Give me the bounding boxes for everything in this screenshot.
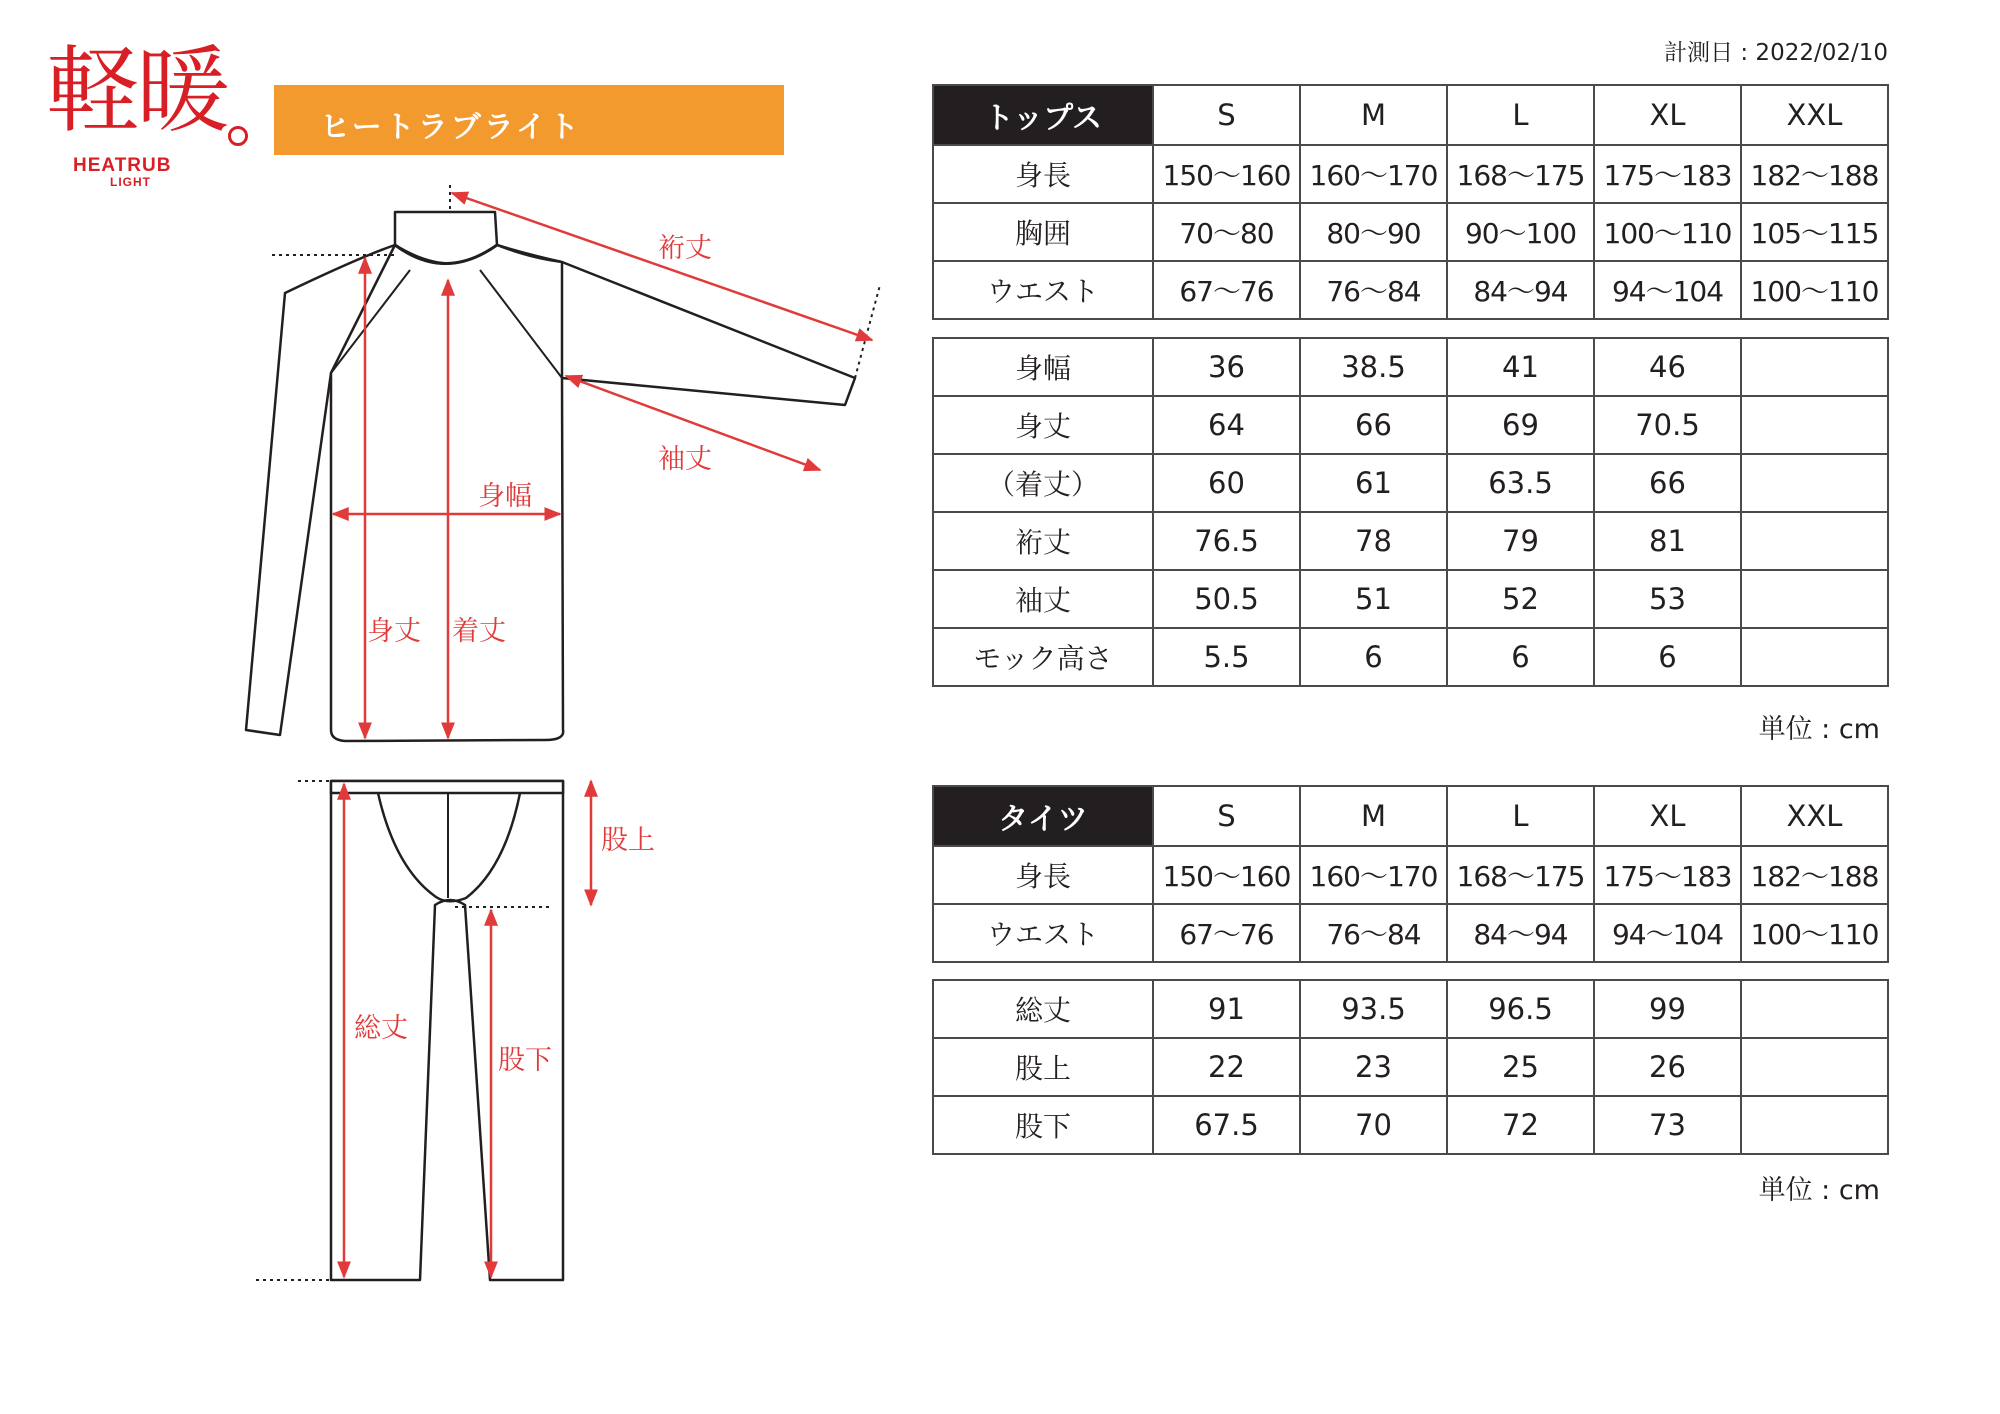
size-l-header: L <box>1447 85 1594 145</box>
table-cell: 70〜80 <box>1153 203 1300 261</box>
table-cell: 84〜94 <box>1447 904 1594 962</box>
table-cell: 76〜84 <box>1300 261 1447 319</box>
table-cell: 67〜76 <box>1153 261 1300 319</box>
table-cell: 5.5 <box>1153 628 1300 686</box>
size-xxl-header: XXL <box>1741 786 1888 846</box>
table-row <box>933 145 1888 203</box>
logo-subtitle: HEATRUB <box>73 155 172 176</box>
size-xl-header: XL <box>1594 85 1741 145</box>
size-m-header: M <box>1300 85 1447 145</box>
table-row <box>933 261 1888 319</box>
table-cell: 81 <box>1594 512 1741 570</box>
table-cell: 6 <box>1447 628 1594 686</box>
table-cell: 100〜110 <box>1741 904 1888 962</box>
table-cell <box>1741 1096 1888 1154</box>
table-cell <box>1741 454 1888 512</box>
table-cell: 168〜175 <box>1447 145 1594 203</box>
size-s-header: S <box>1153 786 1300 846</box>
table-cell: 66 <box>1300 396 1447 454</box>
row-label: （着丈） <box>933 454 1153 512</box>
brand-logo: 軽暖 <box>46 37 227 146</box>
table-cell: 100〜110 <box>1594 203 1741 261</box>
category-tights: タイツ <box>933 786 1153 846</box>
table-cell: 46 <box>1594 338 1741 396</box>
table-cell: 94〜104 <box>1594 904 1741 962</box>
table-cell: 50.5 <box>1153 570 1300 628</box>
table-cell: 6 <box>1594 628 1741 686</box>
table-cell: 67.5 <box>1153 1096 1300 1154</box>
table-row <box>933 454 1888 512</box>
table-cell: 182〜188 <box>1741 846 1888 904</box>
table-cell: 61 <box>1300 454 1447 512</box>
row-label: 袖丈 <box>933 570 1153 628</box>
table-cell: 160〜170 <box>1300 846 1447 904</box>
table-cell <box>1741 628 1888 686</box>
table-cell: 100〜110 <box>1741 261 1888 319</box>
tops-body-size-table <box>932 84 1889 320</box>
table-cell: 69 <box>1447 396 1594 454</box>
table-cell: 23 <box>1300 1038 1447 1096</box>
label-matashita: 股下 <box>498 1045 552 1076</box>
label-yuki: 裄丈 <box>658 233 712 264</box>
row-label: 身丈 <box>933 396 1153 454</box>
row-label: 股下 <box>933 1096 1153 1154</box>
row-label: 総丈 <box>933 980 1153 1038</box>
table-cell: 76〜84 <box>1300 904 1447 962</box>
label-kitake: 着丈 <box>452 616 506 647</box>
table-cell: 26 <box>1594 1038 1741 1096</box>
table-cell: 64 <box>1153 396 1300 454</box>
table-cell: 53 <box>1594 570 1741 628</box>
size-s-header: S <box>1153 85 1300 145</box>
table-cell: 76.5 <box>1153 512 1300 570</box>
table-row <box>933 570 1888 628</box>
row-label: ウエスト <box>933 261 1153 319</box>
row-label: モック高さ <box>933 628 1153 686</box>
tops-garment-size-table <box>932 337 1889 687</box>
table-cell: 182〜188 <box>1741 145 1888 203</box>
table-cell: 60 <box>1153 454 1300 512</box>
table-cell: 70 <box>1300 1096 1447 1154</box>
table-cell: 73 <box>1594 1096 1741 1154</box>
tights-unit-note: 単位 : cm <box>1758 1175 1880 1206</box>
table-cell: 84〜94 <box>1447 261 1594 319</box>
table-cell: 99 <box>1594 980 1741 1038</box>
size-l-header: L <box>1447 786 1594 846</box>
table-cell: 93.5 <box>1300 980 1447 1038</box>
tops-unit-note: 単位 : cm <box>1758 714 1880 745</box>
table-cell: 90〜100 <box>1447 203 1594 261</box>
table-cell: 94〜104 <box>1594 261 1741 319</box>
table-row <box>933 203 1888 261</box>
table-cell: 175〜183 <box>1594 846 1741 904</box>
measurement-date: 計測日 : 2022/02/10 <box>1664 40 1888 66</box>
label-sodetake: 袖丈 <box>658 444 712 475</box>
table-cell <box>1741 570 1888 628</box>
size-xxl-header: XXL <box>1741 85 1888 145</box>
table-cell: 78 <box>1300 512 1447 570</box>
table-row <box>933 338 1888 396</box>
row-label: 身長 <box>933 846 1153 904</box>
row-label: 身長 <box>933 145 1153 203</box>
table-cell: 70.5 <box>1594 396 1741 454</box>
table-cell <box>1741 980 1888 1038</box>
table-cell: 66 <box>1594 454 1741 512</box>
table-row <box>933 512 1888 570</box>
table-row <box>933 1038 1888 1096</box>
table-cell: 160〜170 <box>1300 145 1447 203</box>
row-label: 胸囲 <box>933 203 1153 261</box>
table-cell: 52 <box>1447 570 1594 628</box>
table-cell: 63.5 <box>1447 454 1594 512</box>
tights-body-size-table <box>932 785 1889 963</box>
logo-subtitle-small: LIGHT <box>110 175 151 189</box>
table-row <box>933 396 1888 454</box>
table-cell: 6 <box>1300 628 1447 686</box>
size-xl-header: XL <box>1594 786 1741 846</box>
table-cell: 150〜160 <box>1153 145 1300 203</box>
table-row <box>933 980 1888 1038</box>
table-header-row <box>933 786 1888 846</box>
table-row <box>933 904 1888 962</box>
table-cell <box>1741 338 1888 396</box>
table-cell <box>1741 1038 1888 1096</box>
category-tops: トップス <box>933 85 1153 145</box>
row-label: ウエスト <box>933 904 1153 962</box>
table-cell: 168〜175 <box>1447 846 1594 904</box>
table-cell: 36 <box>1153 338 1300 396</box>
table-cell: 22 <box>1153 1038 1300 1096</box>
table-cell: 38.5 <box>1300 338 1447 396</box>
table-cell: 72 <box>1447 1096 1594 1154</box>
table-cell: 80〜90 <box>1300 203 1447 261</box>
row-label: 裄丈 <box>933 512 1153 570</box>
table-cell: 96.5 <box>1447 980 1594 1038</box>
label-matagami: 股上 <box>601 825 655 856</box>
table-cell: 25 <box>1447 1038 1594 1096</box>
table-cell <box>1741 512 1888 570</box>
table-row <box>933 628 1888 686</box>
label-mihaba: 身幅 <box>478 481 532 512</box>
table-cell: 91 <box>1153 980 1300 1038</box>
row-label: 身幅 <box>933 338 1153 396</box>
table-cell: 67〜76 <box>1153 904 1300 962</box>
table-cell: 51 <box>1300 570 1447 628</box>
table-cell: 79 <box>1447 512 1594 570</box>
table-cell: 105〜115 <box>1741 203 1888 261</box>
table-header-row <box>933 85 1888 145</box>
row-label: 股上 <box>933 1038 1153 1096</box>
table-cell: 150〜160 <box>1153 846 1300 904</box>
table-row <box>933 1096 1888 1154</box>
size-m-header: M <box>1300 786 1447 846</box>
table-cell: 175〜183 <box>1594 145 1741 203</box>
table-row <box>933 846 1888 904</box>
label-soutake: 総丈 <box>354 1013 408 1044</box>
garment-measurement-diagram <box>0 0 900 1414</box>
table-cell: 41 <box>1447 338 1594 396</box>
tights-garment-size-table <box>932 979 1889 1155</box>
product-name: ヒートラブライト <box>320 110 582 145</box>
table-cell <box>1741 396 1888 454</box>
tops-silhouette <box>246 212 855 741</box>
label-mitake: 身丈 <box>367 616 421 647</box>
